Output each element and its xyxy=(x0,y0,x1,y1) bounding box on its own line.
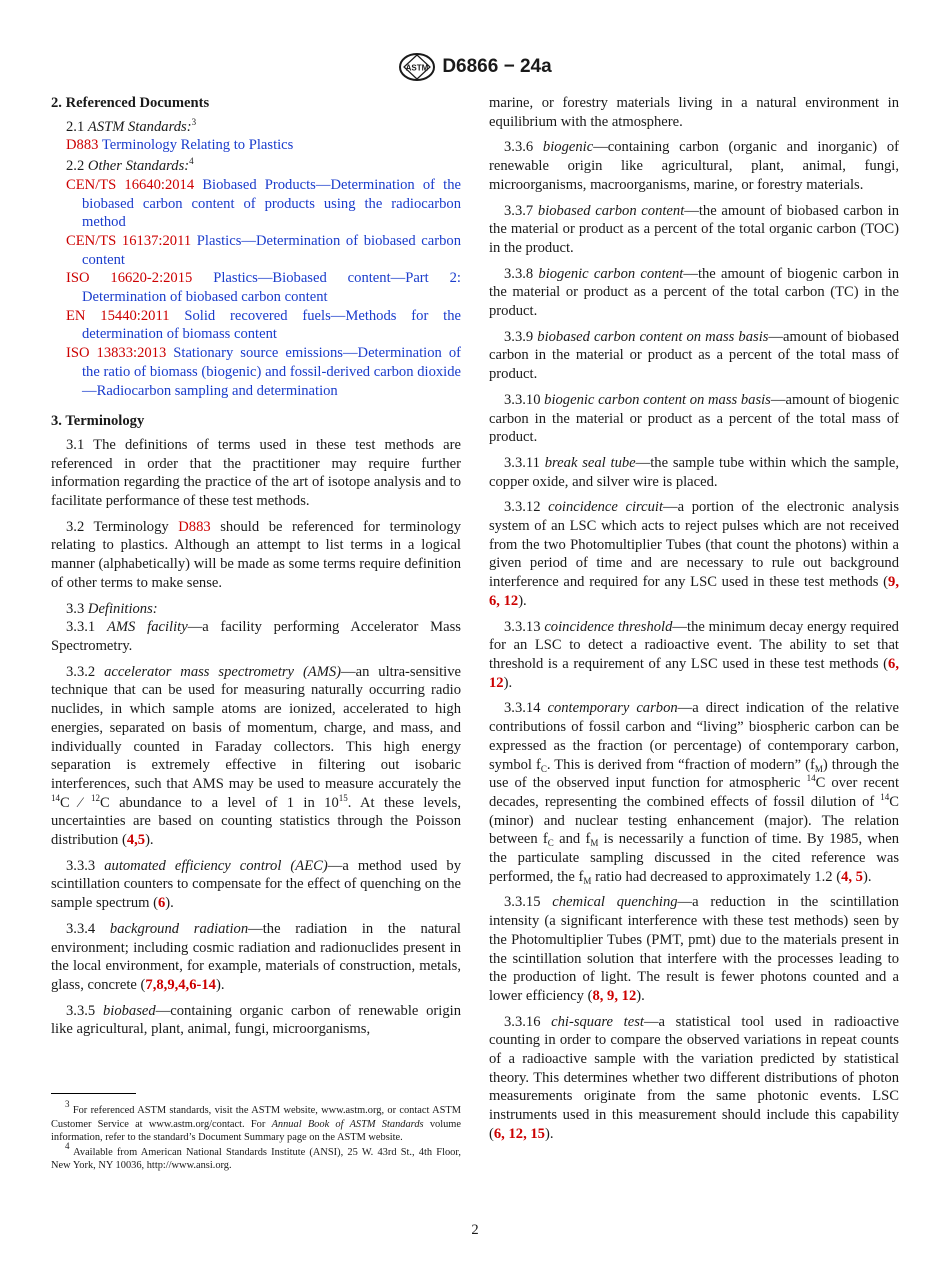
citation[interactable]: 12 xyxy=(503,592,519,609)
astm-standards-label: 2.1 ASTM Standards:$^3$ xyxy=(66,116,197,135)
footnote-4: $^4$ Available from American National Standards Institute (ANSI), 25 W. 43rd St., 4th Floor, New York, NY 10036, http://www.ansi.org. xyxy=(51,1140,461,1172)
citation[interactable]: 6 xyxy=(888,655,896,672)
para-3-3-9: 3.3.9 biobased carbon content on mass basis—amount of biobased carbon in the material or product as a percent of the total mass of product. xyxy=(489,328,899,383)
citation[interactable]: 6 xyxy=(489,592,497,609)
footnotes xyxy=(51,1099,461,1174)
para-3-3: 3.3 Definitions: xyxy=(66,600,158,617)
citation[interactable]: 4,5 xyxy=(126,832,146,849)
footnote-divider xyxy=(51,1093,136,1094)
para-3-3-5: 3.3.5 biobased—containing organic carbon of renewable origin like agricultural, plant, animal, fungi, microorganisms, xyxy=(51,1002,461,1038)
para-3-3-13: 3.3.13 coincidence threshold—the minimum decay energy required for an LSC to detect a radioactive event. The ability to set that threshold is a requirement of any LSC used in these test methods (6, 12). xyxy=(489,618,899,691)
citation[interactable]: 12 xyxy=(508,1125,524,1142)
page-number: 2 xyxy=(471,1222,479,1238)
ref-iso-13833[interactable]: ISO 13833:2013 Stationary source emissions—Determination of the ratio of biomass (biogenic) and fossil-derived carbon dioxide—Radiocarbon sampling and determination xyxy=(66,345,461,399)
para-3-3-4: 3.3.4 background radiation—the radiation in the natural environment; including cosmic radiation and radionuclides present in the local environment, for example, materials of construction, metals, glass, concrete (7,8,9,4,6-14). xyxy=(51,920,461,993)
citation[interactable]: 6 xyxy=(158,895,166,912)
section-3-heading: 3. Terminology xyxy=(51,413,145,430)
left-column xyxy=(51,94,461,1046)
ref-iso-16620-2[interactable]: ISO 16620-2:2015 Plastics—Biobased content—Part 2: Determination of biobased carbon content xyxy=(66,270,461,306)
right-column xyxy=(489,94,899,1151)
para-3-3-1: 3.3.1 AMS facility—a facility performing Accelerator Mass Spectrometry. xyxy=(51,619,461,654)
citation[interactable]: 8 xyxy=(592,987,600,1004)
citation[interactable]: 5 xyxy=(855,868,863,885)
para-3-3-10: 3.3.10 biogenic carbon content on mass basis—amount of biogenic carbon in the material or product as a percent of the total mass of product. xyxy=(489,391,899,446)
other-standards-label: 2.2 Other Standards:$^4$ xyxy=(66,156,194,175)
ref-d883[interactable]: D883 Terminology Relating to Plastics xyxy=(66,137,294,154)
citation[interactable]: 7,8,9,4,6-14 xyxy=(145,976,216,993)
para-3-2: 3.2 Terminology D883 should be referenced for terminology relating to plastics. Although an attempt to list terms in a logical manner (alphabetically) will be made as some terms require definition of other terms to make sense. xyxy=(51,518,462,591)
para-3-3-14: 3.3.14 contemporary carbon—a direct indication of the relative contributions of fossil carbon and “living” biospheric carbon can be expressed as the fraction (or percentage) of contemporary carbon, symbol $f_C$. This is derived from “fraction of modern” $(f_M)$ through the use of the observed input function for atmospheric $^{14}$C over recent decades, representing the combined effects of fossil dilution of $^{14}$C (minor) and nuclear testing enhancement (major). The relation between $f_C$ and $f_M$ is necessarily a function of time. By 1985, when the particulate sampling discussed in the cited reference was performed, the $f_M$ ratio had decreased to approximately 1.2 (4, 5). xyxy=(489,700,900,886)
citation[interactable]: 12 xyxy=(489,674,504,691)
para-3-3-2: 3.3.2 accelerator mass spectrometry (AMS)—an ultra-sensitive technique that can be used for measuring naturally occurring radio nuclides, in which sample atoms are ionized, accelerated to high energies, separated on basis of momentum, charge, and mass, and individually counted in Faraday collectors. This high energy separation is extremely effective in filtering out isobaric interferences, such that AMS may be used to measure accurately the $^{14}$C ⁄ $^{12}$C abundance to a level of 1 in $10^{15}$. At these levels, uncertainties are based on counting statistics through the Poisson distribution (4,5). xyxy=(51,663,462,849)
para-3-3-15: 3.3.15 chemical quenching—a reduction in the scintillation intensity (a significant interference with these test methods) seen by the Photomultiplier Tubes (PMT, pmt) due to the materials present in the scintillation solution that interfere with the processes leading to the production of light. The result is fewer photons counted and a lower efficiency (8, 9, 12). xyxy=(489,894,899,1004)
para-3-3-7: 3.3.7 biobased carbon content—the amount of biobased carbon in the material or product as a percent of the total organic carbon (TOC) in the product. xyxy=(489,202,899,256)
para-3-1: 3.1 The definitions of terms used in these test methods are referenced in order that the practitioner may require further information regarding the practice of the art of isotope analysis and to facilitate performance of these test methods. xyxy=(51,436,461,510)
link-d883[interactable]: D883 xyxy=(178,518,211,535)
ref-cen-ts-16640[interactable]: CEN/TS 16640:2014 Biobased Products—Determination of the biobased carbon content of products using the radiocarbon method xyxy=(66,176,462,231)
citation[interactable]: 12 xyxy=(621,987,637,1004)
citation[interactable]: 4 xyxy=(841,868,849,885)
section-2-heading: 2. Referenced Documents xyxy=(51,95,210,111)
citation[interactable]: 15 xyxy=(530,1125,545,1142)
para-3-3-16: 3.3.16 chi-square test—a statistical tool used in radioactive counting in order to compare the observed variations in repeat counts of a radioactive sample with the variation predicted by statistical theory. This determines whether two different distributions of photon measurements originate from the same photonic events. LSC instruments used in this measurement should include this capability (6, 12, 15). xyxy=(489,1013,899,1142)
astm-logo-icon xyxy=(398,52,436,82)
para-3-3-12: 3.3.12 coincidence circuit—a portion of the electronic analysis system of an LSC which acts to reject pulses which are not received from the two Photomultiplier Tubes (that count the photons) within a given period of time and are necessary to rule out background interference and required for any LSC used in these test methods (9, 6, 12). xyxy=(489,499,900,609)
para-3-3-5-cont: marine, or forestry materials living in a natural environment in equilibrium with the atmosphere. xyxy=(489,95,899,130)
para-3-3-6: 3.3.6 biogenic—containing carbon (organic and inorganic) of renewable origin like agricultural, plant, animal, fungi, microorganisms, macroorganisms, marine, or forestry materials. xyxy=(489,139,900,193)
citation[interactable]: 9 xyxy=(607,987,615,1004)
para-3-3-11: 3.3.11 break seal tube—the sample tube within which the sample, copper oxide, and silver wire is placed. xyxy=(489,454,899,490)
footnote-3: $^3$ For referenced ASTM standards, visit the ASTM website, www.astm.org, or contact ASTM Customer Service at www.astm.org/contact. For Annual Book of ASTM Standards volume information, refer to the standard’s Document Summary page on the ASTM website. xyxy=(51,1099,461,1144)
page-header xyxy=(0,52,950,82)
citation[interactable]: 6 xyxy=(493,1125,502,1142)
ref-en-15440[interactable]: EN 15440:2011 Solid recovered fuels—Methods for the determination of biomass content xyxy=(66,307,461,343)
logo-text: ASTM xyxy=(405,63,429,73)
para-3-3-8: 3.3.8 biogenic carbon content—the amount of biogenic carbon in the material or product as a percent of the total carbon (TC) in the product. xyxy=(489,265,899,320)
ref-cen-ts-16137[interactable]: CEN/TS 16137:2011 Plastics—Determination of biobased carbon content xyxy=(66,232,461,268)
para-3-3-3: 3.3.3 automated efficiency control (AEC)—a method used by scintillation counters to compensate for the effect of quenching on the sample spectrum (6). xyxy=(51,857,461,912)
designation: D6866 − 24a xyxy=(442,56,552,77)
citation[interactable]: 9 xyxy=(888,574,896,591)
